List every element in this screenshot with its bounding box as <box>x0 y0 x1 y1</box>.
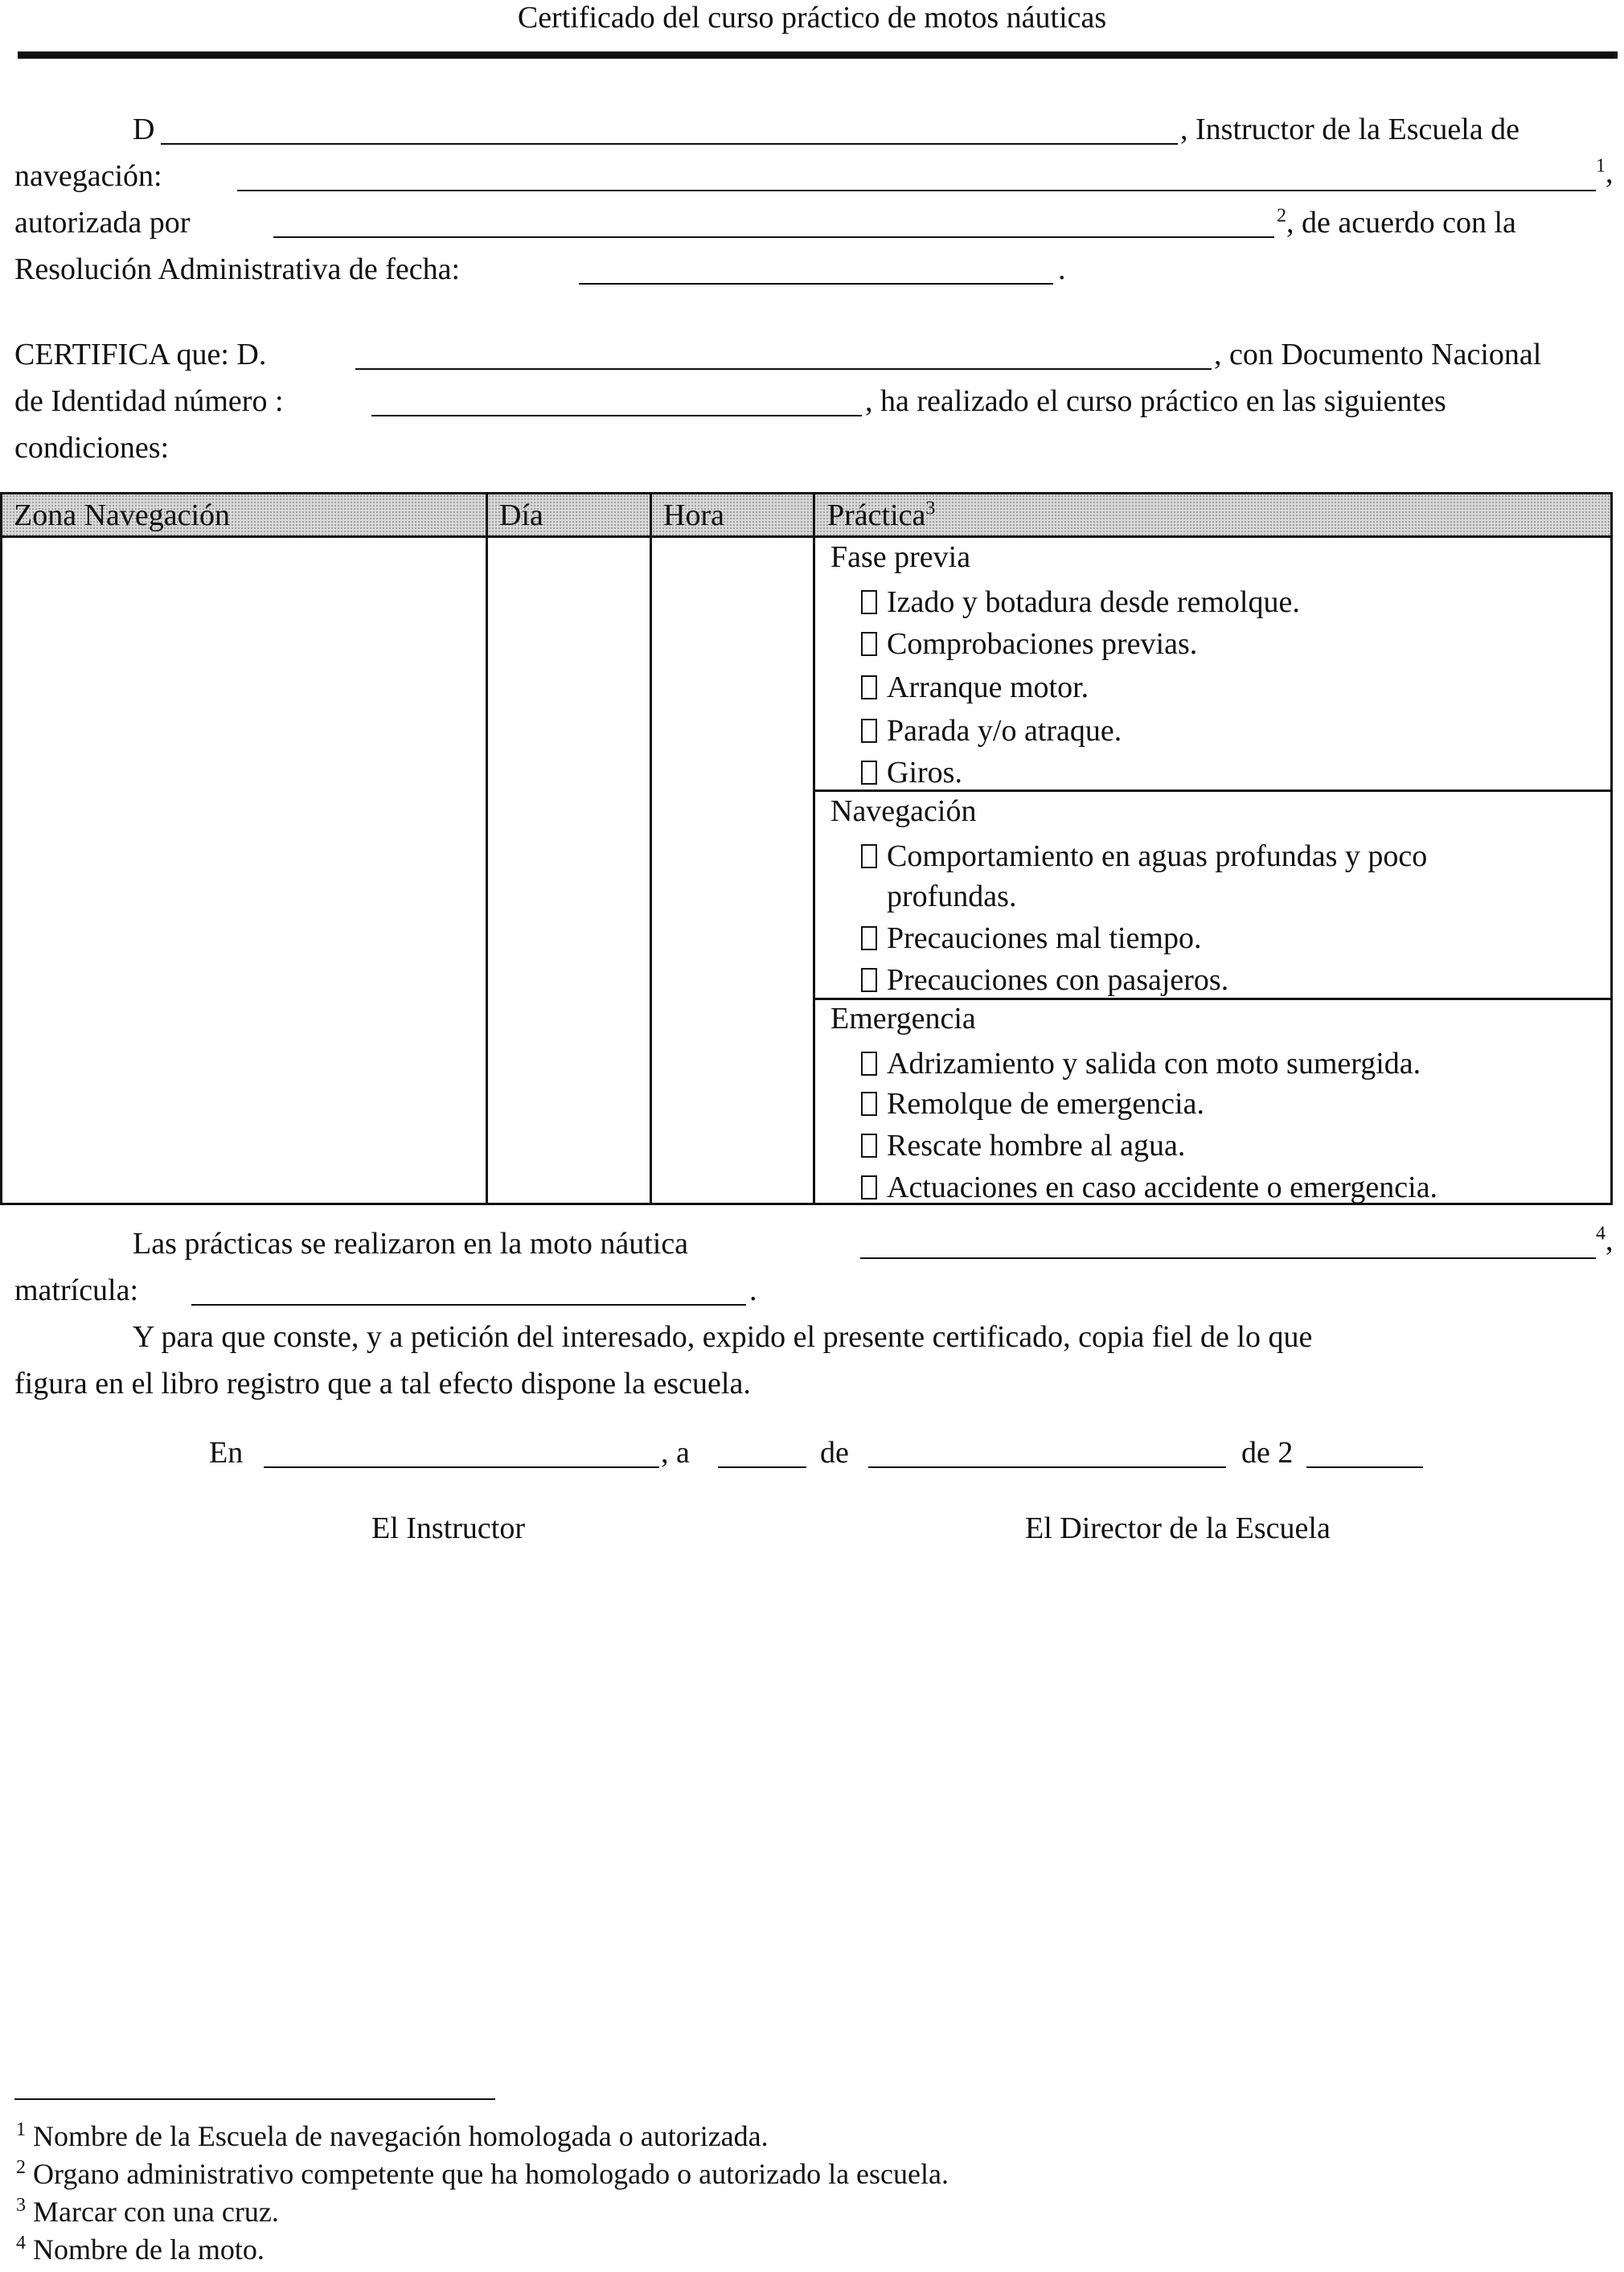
group-title-emergencia: Emergencia <box>830 1002 976 1036</box>
header-zona: Zona Navegación <box>14 498 231 532</box>
resolucion-period: . <box>1058 252 1066 286</box>
col-divider <box>813 494 815 1203</box>
month-field[interactable] <box>868 1466 1226 1468</box>
col-divider <box>650 494 652 1203</box>
footnote-ref-4: $^4$, <box>1596 1223 1614 1257</box>
matricula-period: . <box>749 1273 757 1307</box>
practice-item[interactable]: Giros. <box>861 753 962 792</box>
date-en-label: En <box>209 1436 244 1470</box>
group-title-navegacion: Navegación <box>830 794 977 828</box>
page-title: Certificado del curso práctico de motos náuticas <box>517 1 1107 35</box>
checkbox-icon[interactable] <box>861 719 877 743</box>
instructor-name-field[interactable] <box>161 143 1178 145</box>
practice-item[interactable]: Actuaciones en caso accidente o emergencia. <box>861 1168 1437 1207</box>
authorized-by-field[interactable] <box>273 236 1274 238</box>
practice-table <box>0 492 1613 1205</box>
place-field[interactable] <box>264 1466 659 1468</box>
footnote-rule <box>14 2098 495 2100</box>
table-header-bar <box>2 494 1610 538</box>
acuerdo-text: $^2$, de acuerdo con la <box>1277 205 1516 240</box>
student-name-field[interactable] <box>355 368 1212 370</box>
footnote: $^3$ Marcar con una cruz. <box>16 2195 279 2228</box>
group-title-fase-previa: Fase previa <box>830 540 971 574</box>
footnote: $^4$ Nombre de la moto. <box>16 2233 265 2266</box>
practice-item-continuation: profundas. <box>887 880 1017 913</box>
practice-item[interactable]: Comprobaciones previas. <box>861 625 1197 663</box>
checkbox-icon[interactable] <box>861 761 877 785</box>
checkbox-icon[interactable] <box>861 926 877 950</box>
instructor-text: , Instructor de la Escuela de <box>1180 113 1520 146</box>
practice-item[interactable]: Precauciones mal tiempo. <box>861 919 1202 958</box>
signature-director: El Director de la Escuela <box>1025 1511 1331 1545</box>
date-de-label: de <box>820 1436 849 1470</box>
checkbox-icon[interactable] <box>861 632 877 656</box>
col-divider <box>486 494 488 1203</box>
moto-text: Las prácticas se realizaron en la moto náutica <box>133 1227 689 1261</box>
navegacion-label: navegación: <box>14 159 162 193</box>
checkbox-icon[interactable] <box>861 1092 877 1116</box>
year-field[interactable] <box>1306 1466 1423 1468</box>
footnote-ref-1: $^1$, <box>1596 155 1614 190</box>
date-a-label: , a <box>661 1436 690 1470</box>
checkbox-icon[interactable] <box>861 844 877 868</box>
checkbox-icon[interactable] <box>861 590 877 614</box>
matricula-field[interactable] <box>191 1304 746 1306</box>
d-prefix: D <box>133 113 155 146</box>
checkbox-icon[interactable] <box>861 675 877 699</box>
resolucion-label: Resolución Administrativa de fecha: <box>14 252 461 286</box>
practice-item[interactable]: Arranque motor. <box>861 668 1089 707</box>
identidad-label: de Identidad número : <box>14 384 284 418</box>
practice-item[interactable]: Izado y botadura desde remolque. <box>861 583 1300 621</box>
practice-item[interactable]: Precauciones con pasajeros. <box>861 961 1228 999</box>
day-field[interactable] <box>718 1466 806 1468</box>
practice-item[interactable]: Rescate hombre al agua. <box>861 1126 1185 1165</box>
autorizada-label: autorizada por <box>14 206 191 240</box>
title-rule <box>18 51 1618 59</box>
resolution-date-field[interactable] <box>579 283 1053 285</box>
certifica-label: CERTIFICA que: D. <box>14 338 267 371</box>
footnote: $^1$ Nombre de la Escuela de navegación homologada o autorizada. <box>16 2119 769 2152</box>
documento-text: , con Documento Nacional <box>1214 338 1542 371</box>
practice-item[interactable]: Remolque de emergencia. <box>861 1085 1204 1123</box>
practice-item[interactable]: Adrizamiento y salida con moto sumergida. <box>861 1044 1421 1083</box>
checkbox-icon[interactable] <box>861 1175 877 1200</box>
practice-item[interactable]: Comportamiento en aguas profundas y poco <box>861 837 1427 876</box>
moto-name-field[interactable] <box>860 1257 1596 1259</box>
conste-line-2: figura en el libro registro que a tal efecto dispone la escuela. <box>14 1367 751 1401</box>
header-hora: Hora <box>663 498 724 532</box>
footnote: $^2$ Organo administrativo competente que ha homologado o autorizado la escuela. <box>16 2157 949 2190</box>
date-year-label: de 2 <box>1241 1436 1294 1470</box>
matricula-label: matrícula: <box>14 1273 139 1307</box>
signature-instructor: El Instructor <box>371 1511 526 1545</box>
header-practica: Práctica$^3$ <box>827 498 936 532</box>
checkbox-icon[interactable] <box>861 1052 877 1076</box>
header-dia: Día <box>499 498 543 532</box>
realizado-text: , ha realizado el curso práctico en las siguientes <box>865 384 1446 418</box>
condiciones-label: condiciones: <box>14 431 170 465</box>
checkbox-icon[interactable] <box>861 1134 877 1158</box>
dni-field[interactable] <box>371 415 862 416</box>
practice-item[interactable]: Parada y/o atraque. <box>861 712 1122 750</box>
conste-line-1: Y para que conste, y a petición del interesado, expido el presente certificado, copia fiel de lo que <box>133 1320 1313 1354</box>
checkbox-icon[interactable] <box>861 968 877 992</box>
school-name-field[interactable] <box>237 190 1596 191</box>
